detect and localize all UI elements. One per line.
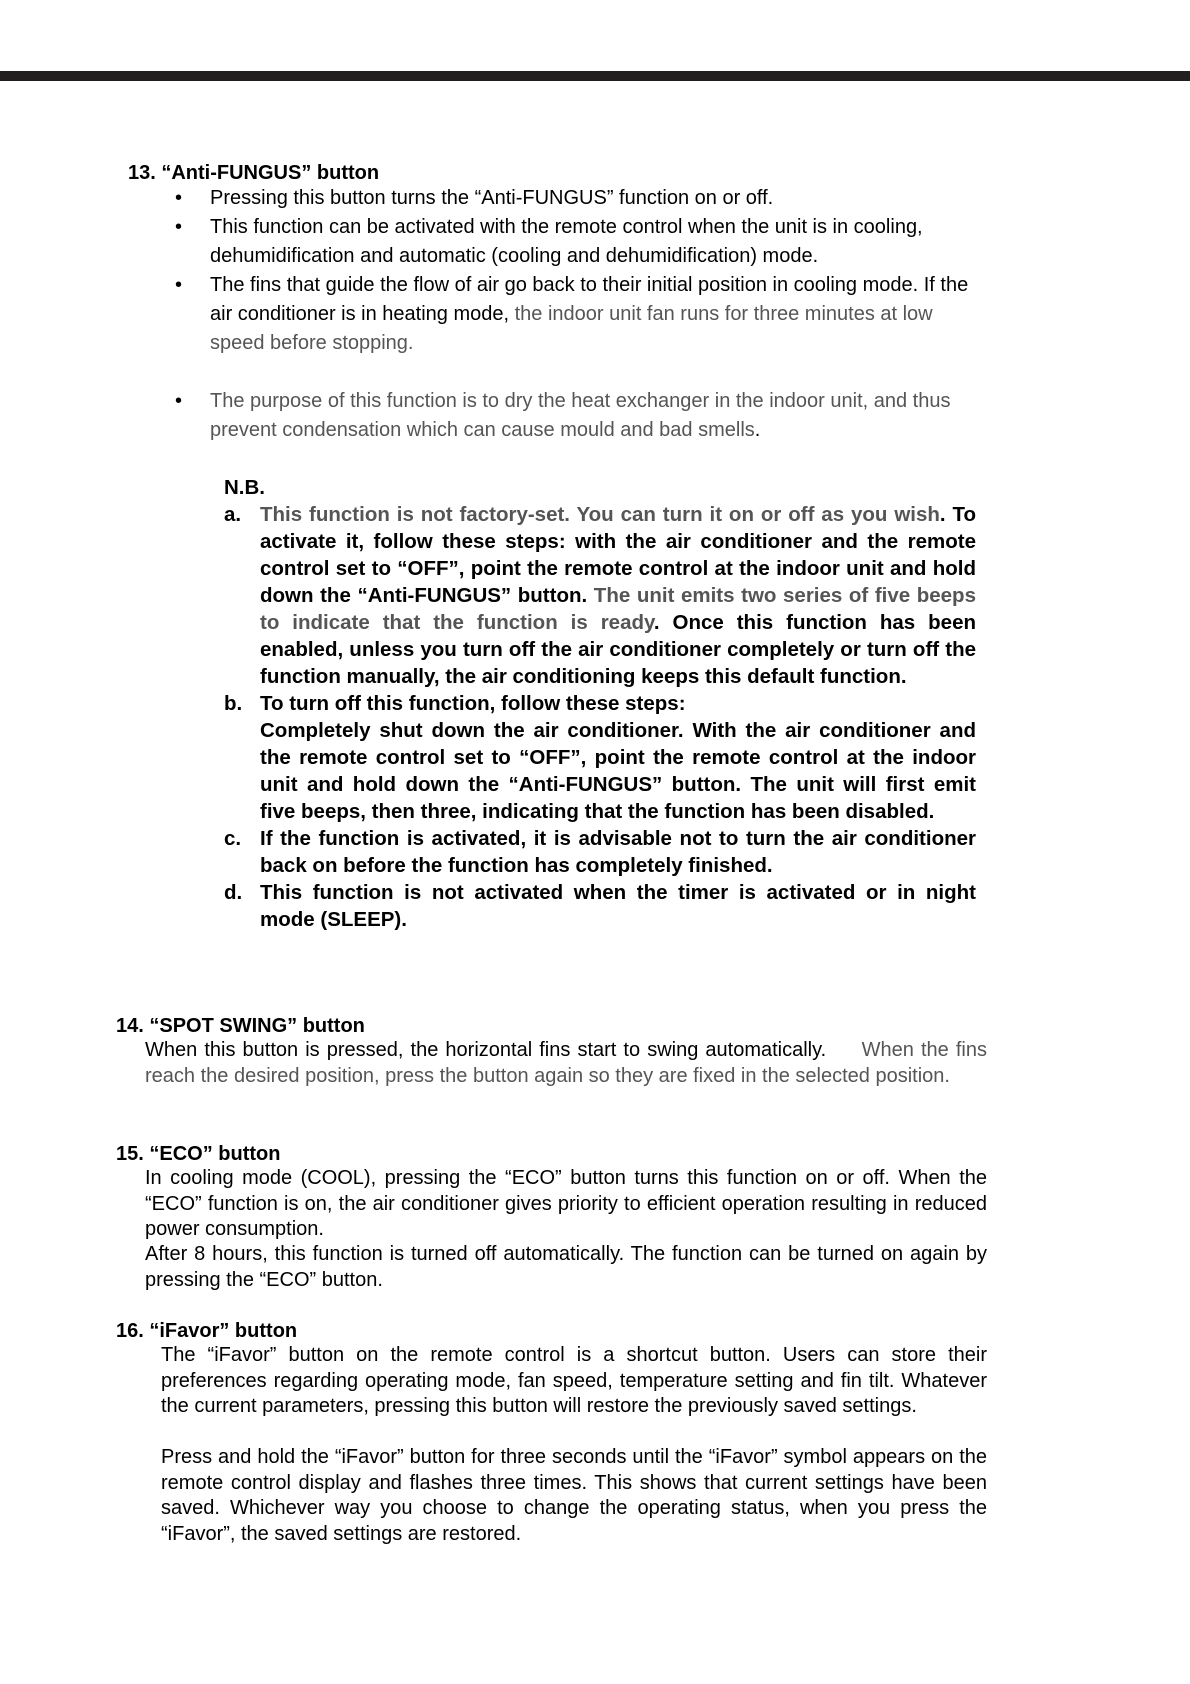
nb-letter-a: a. bbox=[224, 503, 242, 526]
nb-title: N.B. bbox=[224, 476, 265, 499]
section-15-title: 15. “ECO” button bbox=[116, 1143, 281, 1165]
nb-item-c bbox=[224, 825, 976, 879]
section-13-title: 13. “Anti-FUNGUS” button bbox=[128, 162, 380, 184]
nb-a-text-2: . Once this function has been enabled, unless you turn off the air conditioner completely or turn off the function manually, the air conditioning keeps this default function. bbox=[260, 611, 976, 688]
section-16-para-2: Press and hold the “iFavor” button for three seconds until the “iFavor” symbol appears on the remote control display and flashes three times. This shows that current settings have been saved. Whichever way you choose to change the operating status, when you press the “iFavor”, the saved settings are restored. bbox=[161, 1446, 987, 1545]
bullet-3-text: The fins that guide the flow of air go back to their initial position in cooling mode. If the air conditioner is in heating mode, bbox=[210, 274, 969, 325]
nb-item-a bbox=[224, 501, 976, 690]
bullet-4 bbox=[175, 387, 987, 445]
section-14-text-black: When this button is pressed, the horizontal fins start to swing automatically. bbox=[145, 1039, 827, 1061]
bullet-4-end: . bbox=[754, 419, 761, 441]
nb-d-text: This function is not activated when the timer is activated or in night mode (SLEEP). bbox=[260, 881, 976, 931]
nb-a-gray-2: The unit emits two series of five beeps to indicate that the function is ready bbox=[260, 584, 976, 634]
section-14-title: 14. “SPOT SWING” button bbox=[116, 1015, 365, 1037]
bullet-3-gray-text: the indoor unit fan runs for three minutes at low speed before stopping. bbox=[210, 303, 933, 354]
nb-letter-b: b. bbox=[224, 692, 243, 715]
nb-c-text: If the function is activated, it is advisable not to turn the air conditioner back on before the function has completely finished. bbox=[260, 827, 976, 877]
nb-item-d bbox=[224, 879, 976, 933]
nb-letter-c: c. bbox=[224, 827, 242, 850]
section-16-title: 16. “iFavor” button bbox=[116, 1320, 298, 1342]
nb-item-b bbox=[224, 690, 976, 825]
bullet-1: • Pressing this button turns the “Anti-FUNGUS” function on or off. bbox=[175, 184, 987, 213]
section-15-para-1: In cooling mode (COOL), pressing the “ECO” button turns this function on or off. When the “ECO” function is on, the air conditioner gives priority to efficient operation resulting in reduced power consumption. bbox=[145, 1167, 987, 1240]
nb-block bbox=[224, 474, 976, 933]
section-14-text-gray: When the fins reach the desired position, press the button again so they are fixed in the selected position. bbox=[145, 1039, 987, 1087]
section-15-para-2: After 8 hours, this function is turned off automatically. The function can be turned on again by pressing the “ECO” button. bbox=[145, 1243, 987, 1291]
nb-a-text-1: . To activate it, follow these steps: with the air conditioner and the remote control set to “OFF”, point the remote control at the indoor unit and hold down the “Anti-FUNGUS” button. bbox=[260, 503, 976, 607]
bullet-3 bbox=[175, 271, 987, 358]
header-rule bbox=[0, 71, 1190, 81]
section-13-bullets bbox=[175, 184, 987, 445]
section-14-text bbox=[145, 1038, 987, 1089]
nb-letter-d: d. bbox=[224, 881, 243, 904]
nb-b-heading: To turn off this function, follow these steps: bbox=[260, 692, 686, 715]
bullet-4-gray-text: The purpose of this function is to dry the heat exchanger in the indoor unit, and thus prevent condensation which can cause mould and bad smells bbox=[210, 390, 951, 441]
nb-b-text: Completely shut down the air conditioner. With the air conditioner and the remote control set to “OFF”, point the remote control at the indoor unit and hold down the “Anti-FUNGUS” button. The unit will first emit five beeps, then three, indicating that the function has been disabled. bbox=[260, 719, 976, 823]
bullet-2: • This function can be activated with the remote control when the unit is in cooling, dehumidification and automatic (cooling and dehumidification) mode. bbox=[175, 213, 987, 271]
section-16-para-1: The “iFavor” button on the remote control is a shortcut button. Users can store their preferences regarding operating mode, fan speed, temperature setting and fin tilt. Whatever the current parameters, pressing this button will restore the previously saved settings. bbox=[161, 1344, 987, 1417]
nb-a-gray-1: This function is not factory-set. You can turn it on or off as you wish bbox=[260, 503, 940, 526]
